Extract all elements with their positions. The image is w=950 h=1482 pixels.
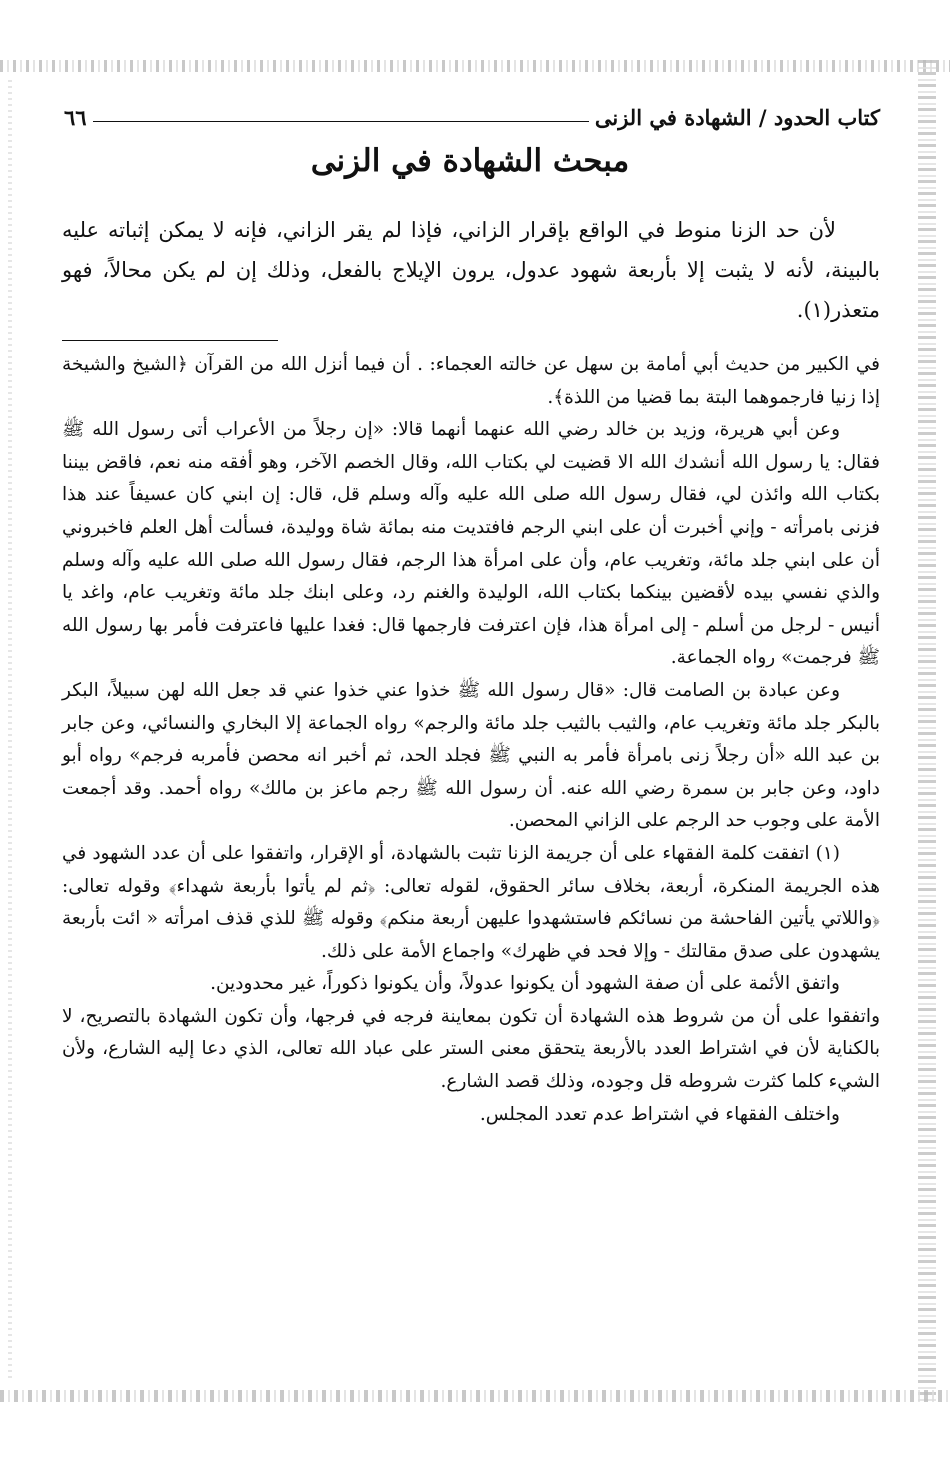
footnote-paragraph: واتفق الأئمة على أن صفة الشهود أن يكونوا عدولاً، وأن يكونوا ذكوراً، غير محدودين. bbox=[210, 973, 840, 995]
footnote-paragraph: واختلف الفقهاء في اشتراط عدم تعدد المجلس. bbox=[479, 1103, 840, 1125]
running-title: كتاب الحدود / الشهادة في الزنى bbox=[594, 105, 880, 130]
footnote-1: (١) اتفقت كلمة الفقهاء على أن جريمة الزنا تثبت بالشهادة، أو الإقرار، واتفقوا على أن عدد الشهود في هذه الجريمة المنكرة، أربعة، بخلاف سائر الحقوق، لقوله تعالى: ﴿ثم لم يأتوا بأربعة شهداء﴾ وقوله تعالى: ﴿واللاتي يأتين الفاحشة من نسائكم فاستشهدوا عليهن أربعة منكم﴾ وقوله ﷺ للذي قذف امرأته « ائت بأربعة يشهدون على صدق مقالتك - وإلا فحد في ظهرك» واجماع الأمة على ذلك. bbox=[62, 842, 880, 962]
bottom-border-ornament bbox=[0, 1390, 950, 1402]
footnote-paragraph: وعن عبادة بن الصامت قال: «قال رسول الله ﷺ خذوا عني خذوا عني قد جعل الله لهن سبيلاً، البكر بالبكر جلد مائة وتغريب عام، والثيب بالثيب جلد مائة والرجم» رواه الجماعة إلا البخاري والنسائي، وعن جابر بن عبد الله «أن رجلاً زنى بامرأة فأمر به النبي ﷺ فجلد الحد، ثم أخبر انه محصن فأمربه فرجم» رواه أبو داود، وعن جابر بن سمرة رضي الله عنه. أن رسول الله ﷺ رجم ماعز بن مالك» رواه أحمد. وقد أجمعت الأمة على وجوب حد الرجم على الزاني المحصن. bbox=[62, 679, 880, 832]
main-text bbox=[62, 210, 880, 330]
footnote-paragraph: واتفقوا على أن من شروط هذه الشهادة أن تكون بمعاينة فرجه في فرجها، وأن تكون الشهادة بالتصريح، لا بالكناية لأن في اشتراط العدد بالأربعة يتحقق معنى الستر على عباد الله تعالى، الذي دعا إليه الشارع، ولأن الشيء كلما كثرت شروطه قل وجوده، وذلك قصد الشارع. bbox=[62, 1005, 880, 1093]
side-border-ornament bbox=[918, 60, 936, 1402]
page-content bbox=[62, 210, 880, 1131]
page-number: ٦٦ bbox=[64, 105, 87, 130]
footnotes bbox=[62, 349, 880, 1131]
section-heading: مبحث الشهادة في الزنى bbox=[310, 143, 630, 179]
top-border-ornament bbox=[0, 60, 950, 72]
main-paragraph: لأن حد الزنا منوط في الواقع بإقرار الزاني، فإذا لم يقر الزاني، فإنه لا يمكن إثباته عليه بالبينة، لأنه لا يثبت إلا بأربعة شهود عدول، يرون الإيلاج بالفعل، وذلك إن لم يكن محالاً، فهو متعذر(١). bbox=[62, 218, 880, 322]
header-rule bbox=[93, 121, 589, 122]
footnote-continuation: في الكبير من حديث أبي أمامة بن سهل عن خالته العجماء: . أن فيما أنزل الله من القرآن ﴿الشيخ والشيخة إذا زنيا فارجموهما البتة بما قضيا من اللذة﴾. bbox=[62, 354, 880, 408]
left-edge-ornament bbox=[8, 80, 12, 1380]
page-header bbox=[64, 96, 880, 130]
footnote-paragraph: وعن أبي هريرة، وزيد بن خالد رضي الله عنهما أنهما قالا: «إن رجلاً من الأعراب أتى رسول الله ﷺ فقال: يا رسول الله أنشدك الله الا قضيت لي بكتاب الله، وقال الخصم الآخر، وهو أفقه منه نعم، فاقض بيننا بكتاب الله وائذن لي، فقال رسول الله صلى الله عليه وآله وسلم قل، قال: إن ابني كان عسيفاً عند هذا فزنى بامرأته - وإني أخبرت أن على ابني الرجم فافتديت منه بمائة شاة ووليدة، فسألت أهل العلم فاخبروني أن على ابني جلد مائة، وتغريب عام، وأن على امرأة هذا الرجم، فقال رسول الله صلى الله عليه وآله وسلم والذي نفسي بيده لأقضين بينكما بكتاب الله، الوليدة والغنم رد، وعلى ابنك جلد مائة وتغريب عام، واغد يا أنيس - لرجل من أسلم - إلى امرأة هذا، فإن اعترفت فارجمها قال: فغدا عليها فاعترفت فأمر بها رسول الله ﷺ فرجمت» رواه الجماعة. bbox=[62, 419, 880, 669]
footnote-separator bbox=[62, 340, 278, 341]
